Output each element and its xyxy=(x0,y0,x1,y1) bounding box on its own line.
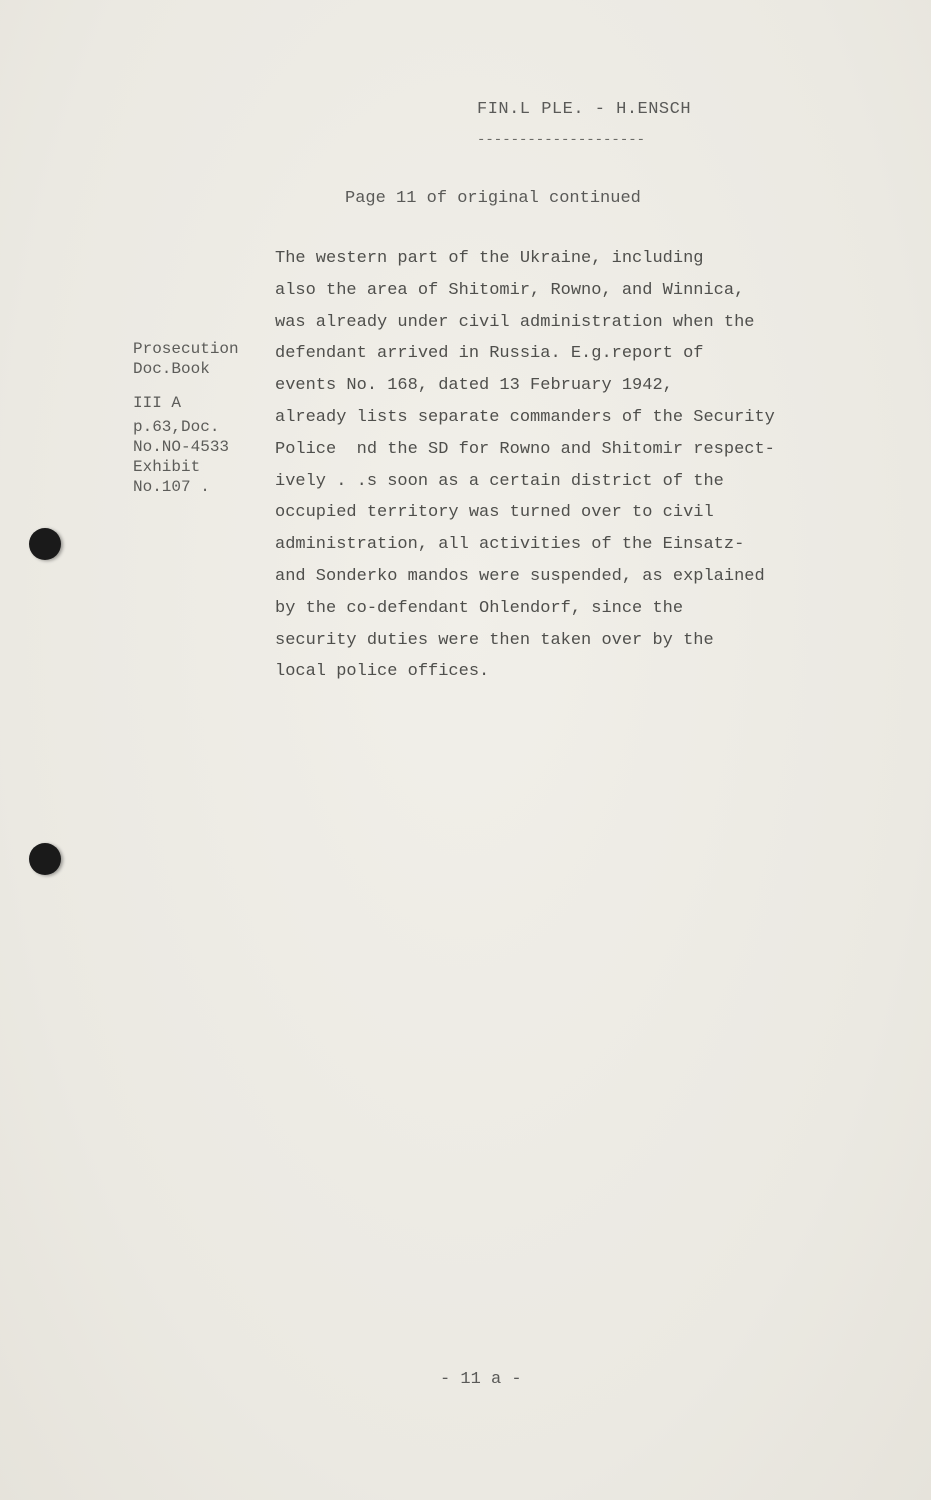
body-line: ively . .s soon as a certain district of the xyxy=(275,471,724,491)
margin-note-line: Exhibit xyxy=(133,458,201,476)
body-line: defendant arrived in Russia. E.g.report of xyxy=(275,344,704,364)
margin-note-line: Prosecution xyxy=(133,340,239,358)
margin-note-line: III A xyxy=(133,394,182,412)
body-line: security duties were then taken over by the xyxy=(275,630,714,650)
body-line: administration, all activities of the Einsatz- xyxy=(275,535,745,555)
title-underline: -------------------- xyxy=(477,132,646,148)
body-line: Police nd the SD for Rowno and Shitomir respect- xyxy=(275,439,775,459)
continuation-note: Page 11 of original continued xyxy=(345,189,641,208)
margin-note-line: p.63,Doc. xyxy=(133,418,220,436)
body-line: also the area of Shitomir, Rowno, and Winnica, xyxy=(275,280,745,300)
margin-note-line: No.NO-4533 xyxy=(133,438,230,456)
margin-reference-top xyxy=(133,340,239,379)
body-line: and Sonderko mandos were suspended, as explained xyxy=(275,566,765,586)
document-title: FIN.L PLE. - H.ENSCH xyxy=(477,100,692,119)
margin-note-line: Doc.Book xyxy=(133,359,210,378)
body-line: events No. 168, dated 13 February 1942, xyxy=(275,376,673,396)
body-line: was already under civil administration when the xyxy=(275,312,755,332)
margin-note-line: No.107 . xyxy=(133,478,210,496)
page-number: - 11 a - xyxy=(440,1370,522,1389)
margin-reference-bottom xyxy=(133,393,229,497)
punch-hole-icon xyxy=(29,843,61,875)
body-paragraph xyxy=(275,247,775,692)
punch-hole-icon xyxy=(29,528,61,560)
body-line: local police offices. xyxy=(275,662,490,682)
body-line: occupied territory was turned over to civil xyxy=(275,503,714,523)
body-line: The western part of the Ukraine, including xyxy=(275,249,704,268)
body-line: already lists separate commanders of the Security xyxy=(275,407,775,427)
body-line: by the co-defendant Ohlendorf, since the xyxy=(275,598,684,618)
